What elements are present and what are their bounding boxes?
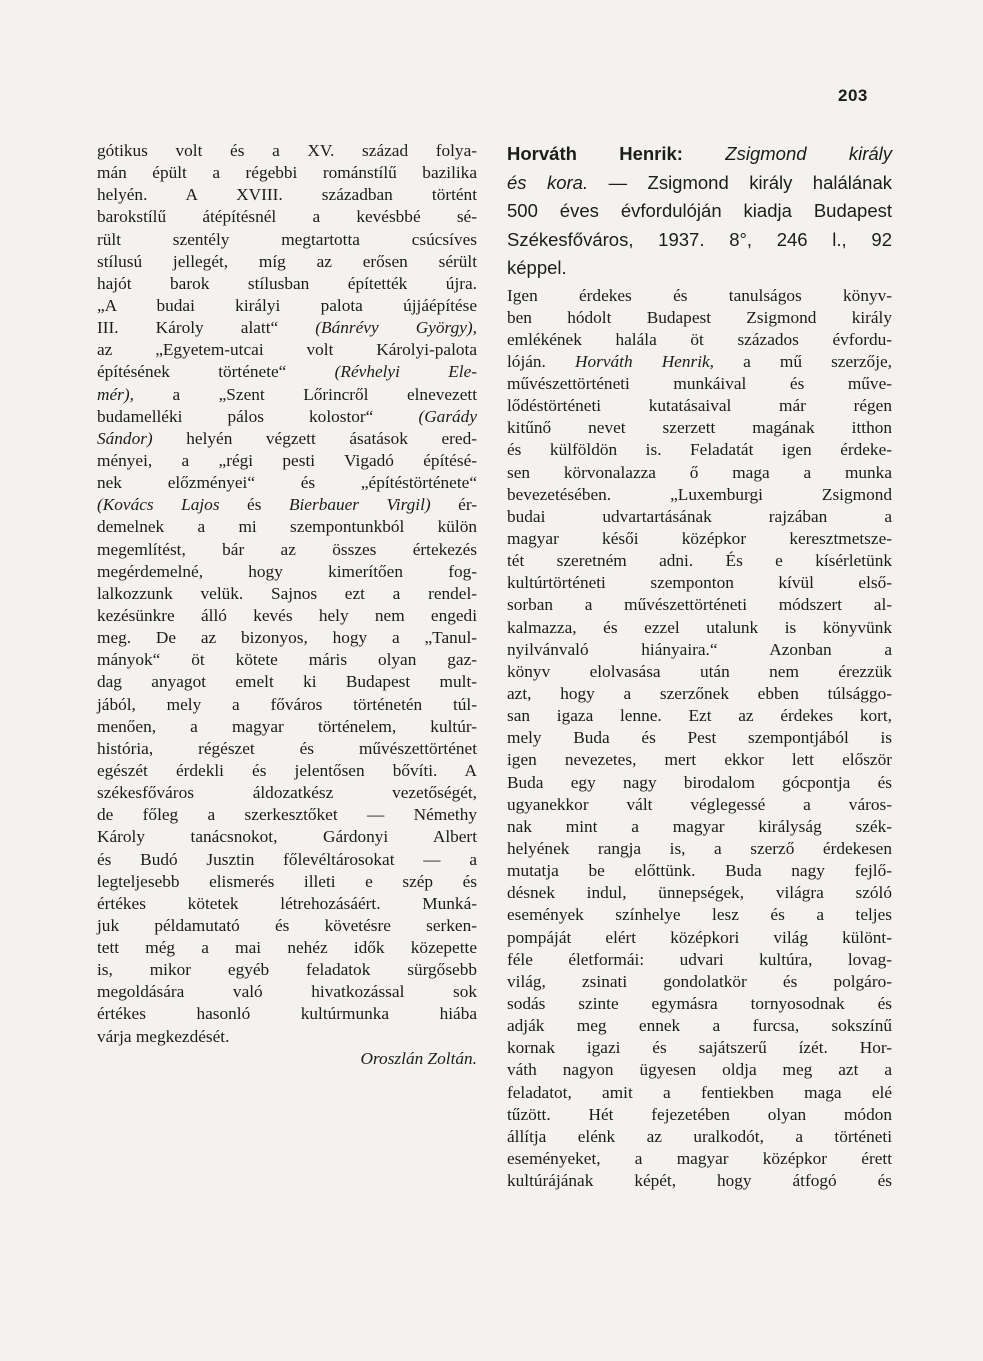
text-line <box>97 184 477 206</box>
text-line <box>507 351 892 373</box>
line-text: azt, hogy a szerzőnek ebben túlsággo- <box>507 684 892 704</box>
line-text: de főleg a szerkesztőket — Némethy <box>97 805 477 825</box>
line-text: is, mikor egyéb feladatok sürgősebb <box>97 960 477 980</box>
text-line <box>507 727 892 749</box>
text-line <box>507 572 892 594</box>
line-text: stílusú jellegét, míg az erősen sérült <box>97 251 477 271</box>
line-text: kornak igazi és sajátszerű ízét. Hor- <box>507 1038 892 1058</box>
text-line <box>97 361 477 383</box>
line-text: sorban a művészettörténeti módszert al- <box>507 595 892 615</box>
line-text: kitűnő nevet szerzett magának itthon <box>507 418 892 438</box>
text-line <box>97 1003 477 1025</box>
line-text: helyén. A XVIII. században történt <box>97 185 477 205</box>
text-line <box>507 749 892 771</box>
text-line <box>507 1037 892 1059</box>
text-line <box>97 649 477 671</box>
text-line <box>507 1104 892 1126</box>
line-text: história, régészet és művészettörténet <box>97 738 477 758</box>
text-line <box>97 450 477 472</box>
text-line <box>97 849 477 871</box>
review-heading-line-2 <box>507 169 892 198</box>
text-line <box>507 462 892 484</box>
review-book-title-end: és kora. <box>507 171 589 193</box>
line-text: ugyanekkor vált véglegessé a város- <box>507 794 892 814</box>
italic-text: Bierbauer Virgil) <box>288 495 431 515</box>
line-text: mányok“ öt kötete máris olyan gaz- <box>97 650 477 670</box>
line-text: menően, a magyar történelem, kultúr- <box>97 716 477 736</box>
line-text: kultúrtörténeti szemponton kívül első- <box>507 573 892 593</box>
italic-text: Oroszlán Zoltán. <box>360 1048 477 1068</box>
text-line <box>97 915 477 937</box>
line-text: „A budai királyi palota újjáépítése <box>97 295 477 315</box>
line-text: hajót barok stílusban építették újra. <box>97 273 477 293</box>
line-text: Buda egy nagy birodalom gócpontja és <box>507 772 892 792</box>
line-text: megemlítést, bár az összes értekezés <box>97 539 477 559</box>
line-text: budai udvartartásának rajzában a <box>507 506 892 526</box>
text-line <box>97 317 477 339</box>
text-line <box>97 605 477 627</box>
text-line <box>507 816 892 838</box>
italic-text: (Garády <box>418 406 477 426</box>
text-line <box>97 694 477 716</box>
line-text: lóján. <box>507 351 575 371</box>
text-line <box>97 1026 477 1048</box>
review-heading-line-3: 500 éves évfordulóján kiadja Budapest <box>507 200 892 221</box>
text-line <box>507 949 892 971</box>
text-line <box>507 307 892 329</box>
text-line <box>507 1015 892 1037</box>
line-text: igen nevezetes, mert ekkor lett először <box>507 750 892 770</box>
line-text: világ, zsinati gondolatkör és polgáro- <box>507 971 892 991</box>
text-line <box>97 295 477 317</box>
line-text: san igaza lenne. Ezt az érdekes kort, <box>507 706 892 726</box>
line-text: tét szeretném adni. És e kísérletünk <box>507 551 892 571</box>
text-line <box>507 904 892 926</box>
line-text: helyén végzett ásatások ered- <box>152 428 477 448</box>
text-line <box>507 882 892 904</box>
line-text: pompáját elért középkori világ különt- <box>507 927 892 947</box>
line-text: feladatot, amit a fentiekben maga elé <box>507 1082 892 1102</box>
text-line <box>507 772 892 794</box>
text-line <box>507 971 892 993</box>
text-line <box>97 494 477 516</box>
line-text: sen körvonalazza ő maga a munka <box>507 462 892 482</box>
text-line <box>507 1170 892 1192</box>
line-text: Igen érdekes és tanulságos könyv- <box>507 285 892 305</box>
text-line <box>97 671 477 693</box>
text-line <box>97 516 477 538</box>
line-text: lődéstörténeti kutatásaival már régen <box>507 396 892 416</box>
text-line <box>507 683 892 705</box>
line-text: tűzött. Hét fejezetében olyan módon <box>507 1104 892 1124</box>
text-line <box>507 838 892 860</box>
line-text: ményei, a „régi pesti Vigadó építésé- <box>97 450 477 470</box>
line-text: ér- <box>430 495 478 515</box>
text-line <box>97 981 477 1003</box>
text-line <box>507 594 892 616</box>
line-text: nak mint a magyar királyság szék- <box>507 816 892 836</box>
text-line <box>97 561 477 583</box>
text-line <box>97 804 477 826</box>
text-line <box>507 1082 892 1104</box>
italic-text: (Bánrévy György), <box>315 318 477 338</box>
text-line <box>97 229 477 251</box>
line-text: megérdemelné, hogy kimerítően fog- <box>97 561 477 581</box>
text-line <box>97 760 477 782</box>
text-line <box>507 506 892 528</box>
italic-text: Horváth Henrik, <box>574 351 714 371</box>
text-line <box>507 417 892 439</box>
text-line <box>97 871 477 893</box>
text-line <box>97 339 477 361</box>
line-text: egészét érdekli és jelentősen bővíti. A <box>97 760 477 780</box>
text-line <box>507 285 892 307</box>
line-text: adják meg ennek a furcsa, sokszínű <box>507 1016 892 1036</box>
text-line <box>97 406 477 428</box>
review-heading-text: — Zsigmond király halálának <box>608 171 893 193</box>
line-text: meg. De az bizonyos, hogy a „Tanul- <box>97 628 477 648</box>
line-text: mutatja be előttünk. Buda nagy fejlő- <box>507 861 892 881</box>
text-line <box>507 993 892 1015</box>
line-text: a mű szerzője, <box>714 351 892 371</box>
text-line <box>507 528 892 550</box>
line-text: lalkozzunk velük. Sajnos ezt a rendel- <box>97 583 477 603</box>
text-line <box>97 162 477 184</box>
line-text: kezésünkre álló kevés hely nem engedi <box>97 605 477 625</box>
text-line <box>507 1126 892 1148</box>
line-text: nyilvánvaló hiányaira.“ Azonban a <box>507 639 892 659</box>
text-line <box>97 627 477 649</box>
text-line <box>507 1059 892 1081</box>
line-text: rült szentély megtartotta csúcsíves <box>97 229 477 249</box>
line-text: sodás szinte egymásra tornyosodnak és <box>507 994 892 1013</box>
line-text: állítja elénk az uralkodót, a történeti <box>507 1126 892 1146</box>
review-book-title: Zsigmond király <box>725 143 893 164</box>
text-line <box>507 617 892 639</box>
page-number: 203 <box>838 86 868 105</box>
text-line <box>97 716 477 738</box>
text-line <box>507 373 892 395</box>
text-line <box>97 583 477 605</box>
text-line <box>97 937 477 959</box>
text-line <box>97 738 477 760</box>
text-line <box>507 927 892 949</box>
line-text: mely Buda és Pest szempontjából is <box>507 728 892 748</box>
text-line <box>97 959 477 981</box>
text-line <box>507 639 892 661</box>
line-text: könyv elolvasása után nem érezzük <box>507 661 892 681</box>
text-line <box>97 428 477 450</box>
line-text: budamelléki pálos kolostor“ <box>97 406 419 426</box>
text-line <box>507 705 892 727</box>
line-text: féle életformái: udvari kultúra, lovag- <box>507 949 892 969</box>
line-text: székesfőváros áldozatkész vezetőségét, <box>97 783 477 803</box>
line-text: kultúrájának képét, hogy átfogó és <box>507 1171 892 1191</box>
text-line <box>507 661 892 683</box>
line-text: ben hódolt Budapest Zsigmond király <box>507 307 892 327</box>
text-line <box>97 140 477 162</box>
line-text: emlékének halála öt százados évfordu- <box>507 329 892 349</box>
review-body <box>507 285 892 1193</box>
line-text: értékes hasonló kultúrmunka hiába <box>97 1004 477 1024</box>
line-text: gótikus volt és a XV. század folya- <box>97 141 477 160</box>
line-text: barokstílű átépítésnél a kevésbbé sé- <box>97 207 477 227</box>
text-line <box>97 782 477 804</box>
line-text: Károly tanácsnokot, Gárdonyi Albert <box>97 827 477 847</box>
text-line <box>97 273 477 295</box>
line-text: demelnek a mi szempontunkból külön <box>97 517 477 537</box>
text-line <box>97 472 477 494</box>
text-line <box>97 1048 477 1070</box>
line-text: mán épült a régebbi románstílű bazilika <box>97 163 477 183</box>
line-text: dag anyagot emelt ki Budapest mult- <box>97 672 477 692</box>
line-text: jából, mely a főváros történetén túl- <box>97 694 477 714</box>
line-text: események színhelye lesz és a teljes <box>507 905 892 925</box>
line-text: legteljesebb elismerés illeti e szép és <box>97 871 477 891</box>
right-column <box>507 140 892 1192</box>
text-line <box>97 384 477 406</box>
line-text: művészettörténeti munkáival és műve- <box>507 374 892 394</box>
line-text: és Budó Jusztin főlevéltárosokat — a <box>97 849 477 869</box>
text-line <box>507 395 892 417</box>
line-text: várja megkezdését. <box>97 1026 230 1046</box>
line-text: az „Egyetem-utcai volt Károlyi-palota <box>97 340 477 360</box>
line-text: építésének története“ <box>97 362 335 382</box>
text-line <box>507 794 892 816</box>
text-line <box>507 1148 892 1170</box>
text-line <box>97 206 477 228</box>
review-heading-line-5: képpel. <box>507 257 567 278</box>
review-heading <box>507 140 892 283</box>
italic-text: (Révhelyi Ele- <box>334 362 477 382</box>
text-line <box>97 251 477 273</box>
left-column <box>97 140 477 1070</box>
line-text: eseményeket, a magyar középkor érett <box>507 1148 892 1168</box>
line-text: bevezetésében. „Luxemburgi Zsigmond <box>507 484 892 504</box>
review-author: Horváth Henrik: <box>507 143 683 164</box>
line-text: a „Szent Lőrincről elnevezett <box>133 384 477 404</box>
line-text: tett még a mai nehéz idők közepette <box>97 938 477 958</box>
line-text: désnek indul, ünnepségek, világra szóló <box>507 883 892 903</box>
line-text: kalmazza, és ezzel utalunk is könyvünk <box>507 617 892 637</box>
line-text: magyar késői középkor keresztmetsze- <box>507 529 892 549</box>
line-text: nek előzményei“ és „építéstörténete“ <box>97 473 477 493</box>
line-text: és külföldön is. Feladatát igen érdeke- <box>507 440 892 460</box>
line-text: juk példamutató és követésre serken- <box>97 915 477 935</box>
text-line <box>507 860 892 882</box>
text-line <box>507 329 892 351</box>
line-text: és <box>219 495 289 515</box>
italic-text: Sándor) <box>97 428 153 448</box>
italic-text: (Kovács Lajos <box>97 495 220 515</box>
text-line <box>507 439 892 461</box>
text-line <box>97 826 477 848</box>
text-line <box>97 539 477 561</box>
review-heading-line-4: Székesfőváros, 1937. 8°, 246 l., 92 <box>507 228 892 250</box>
review-heading-line-1 <box>507 140 892 169</box>
line-text: értékes kötetek létrehozásáért. Munká- <box>97 893 477 913</box>
line-text: III. Károly alatt“ <box>97 318 316 338</box>
line-text: megoldására való hivatkozással sok <box>97 982 477 1002</box>
line-text: helyének rangja is, a szerző érdekesen <box>507 839 892 859</box>
text-line <box>97 893 477 915</box>
italic-text: mér), <box>97 384 134 404</box>
line-text: váth nagyon ügyesen oldja meg azt a <box>507 1060 892 1080</box>
text-line <box>507 550 892 572</box>
text-line <box>507 484 892 506</box>
